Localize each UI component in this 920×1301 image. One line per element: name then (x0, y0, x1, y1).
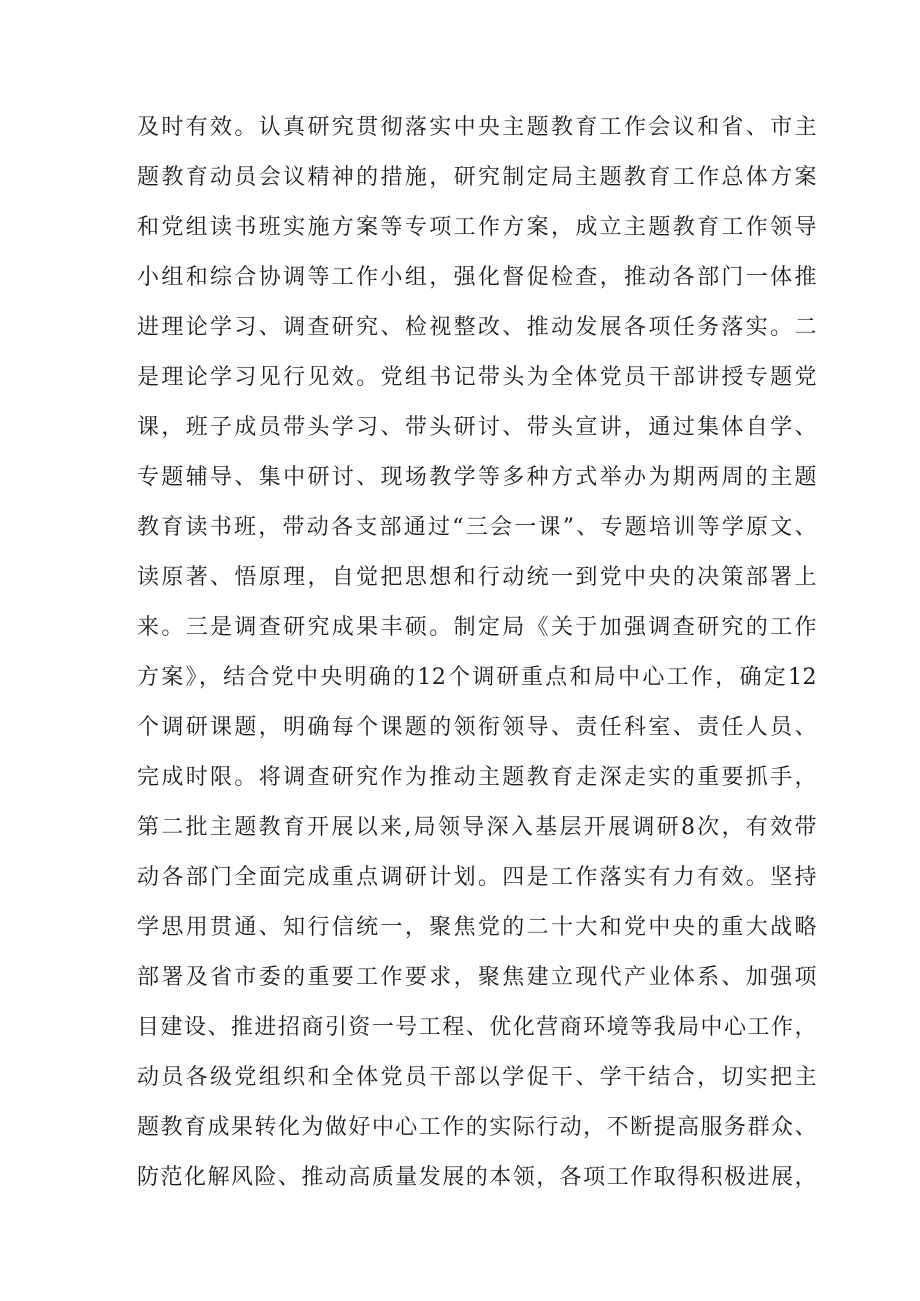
text-line-13: 个调研课题，明确每个课题的领衔领导、责任科室、责任人员、 (137, 715, 817, 740)
text-line-6: 是理论学习见行见效。党组书记带头为全体党员干部讲授专题党 (137, 365, 817, 390)
text-line-4: 小组和综合协调等工作小组，强化督促检查，推动各部门一体推 (137, 265, 817, 290)
text-line-9: 教育读书班，带动各支部通过“三会一课”、专题培训等学原文、 (137, 515, 817, 540)
text-line-3: 和党组读书班实施方案等专项工作方案，成立主题教育工作领导 (137, 215, 817, 240)
document-body (137, 103, 817, 1203)
text-line-19: 目建设、推进招商引资一号工程、优化营商环境等我局中心工作， (137, 1015, 817, 1040)
text-line-11: 来。三是调查研究成果丰硕。制定局《关于加强调查研究的工作 (137, 615, 817, 640)
text-line-20: 动员各级党组织和全体党员干部以学促干、学干结合，切实把主 (137, 1065, 817, 1090)
text-line-15: 第二批主题教育开展以来,局领导深入基层开展调研8次，有效带 (137, 815, 817, 840)
text-line-10: 读原著、悟原理，自觉把思想和行动统一到党中央的决策部署上 (137, 565, 817, 590)
text-line-7: 课，班子成员带头学习、带头研讨、带头宣讲，通过集体自学、 (137, 415, 817, 440)
text-line-2: 题教育动员会议精神的措施，研究制定局主题教育工作总体方案 (137, 165, 817, 190)
text-line-12: 方案》，结合党中央明确的12个调研重点和局中心工作，确定12 (137, 665, 817, 690)
text-line-16: 动各部门全面完成重点调研计划。四是工作落实有力有效。坚持 (137, 865, 817, 890)
text-line-21: 题教育成果转化为做好中心工作的实际行动，不断提高服务群众、 (137, 1115, 817, 1140)
text-line-17: 学思用贯通、知行信统一，聚焦党的二十大和党中央的重大战略 (137, 915, 817, 940)
text-line-5: 进理论学习、调查研究、检视整改、推动发展各项任务落实。二 (137, 315, 817, 340)
text-line-14: 完成时限。将调查研究作为推动主题教育走深走实的重要抓手， (137, 765, 817, 790)
text-line-18: 部署及省市委的重要工作要求，聚焦建立现代产业体系、加强项 (137, 965, 817, 990)
text-line-1: 及时有效。认真研究贯彻落实中央主题教育工作会议和省、市主 (137, 115, 817, 140)
text-line-22: 防范化解风险、推动高质量发展的本领，各项工作取得积极进展， (137, 1165, 817, 1190)
text-line-8: 专题辅导、集中研讨、现场教学等多种方式举办为期两周的主题 (137, 465, 817, 490)
